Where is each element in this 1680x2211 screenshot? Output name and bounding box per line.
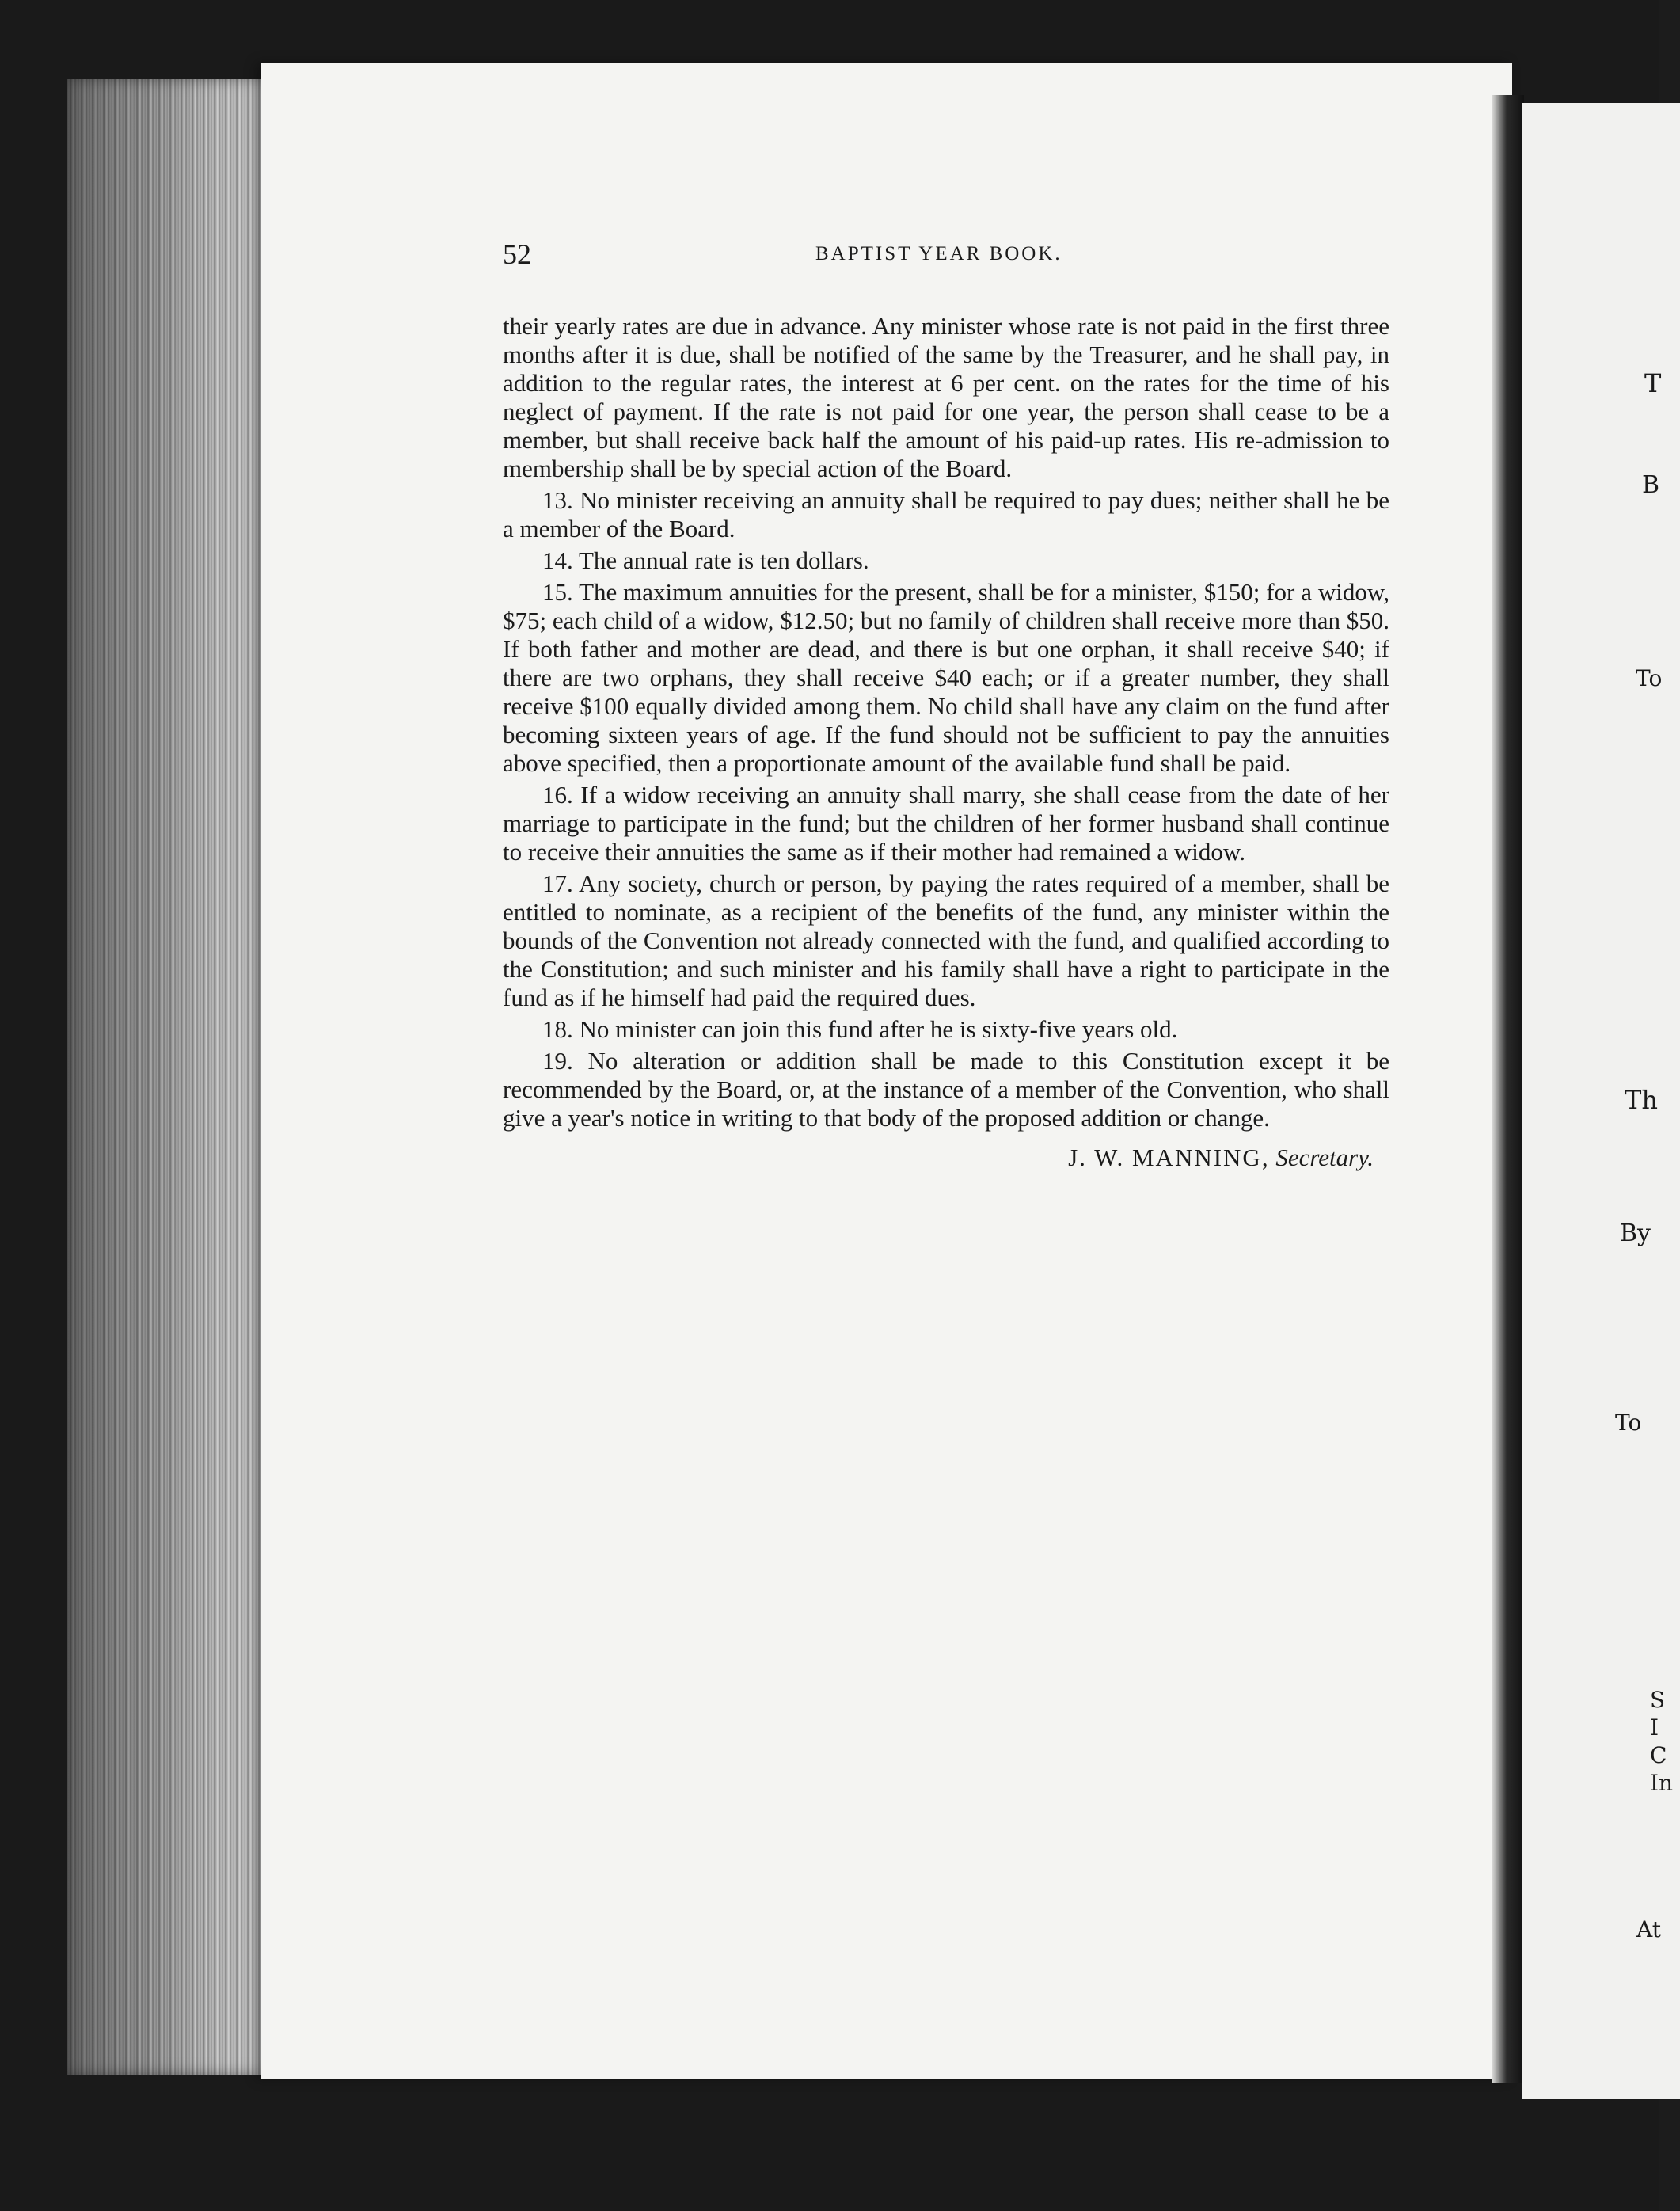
stacked-page-edges (67, 79, 289, 2075)
facing-fragment: S (1650, 1687, 1666, 1713)
paragraph-continuation: their yearly rates are due in advance. Any minister whose rate is not paid in the first three months after it is due, shall be notified of the same by the Treasurer, and he shall pay, in addition to the regular rates, the interest at 6 per cent. on the rates for the time of his neglect of payment. If the rate is not paid for one year, the person shall cease to be a member, but shall receive back half the amount of his paid-up rates. His re-admission to membership shall be by special action of the Board. (503, 312, 1389, 482)
facing-fragment: At (1636, 1916, 1661, 1943)
paragraph-14: 14. The annual rate is ten dollars. (542, 546, 869, 574)
facing-fragment: To (1615, 1410, 1642, 1436)
paragraph-15: 15. The maximum annuities for the present, shall be for a minister, $150; for a widow, $75; each child of a widow, $12.50; but no family of children shall receive more than $50. If both father and mother are dead, and there is but one orphan, it shall receive $40; if there are two orphans, they shall receive $40 each; or if a greater number, they shall receive $100 equally divided among them. No child shall have any claim on the fund after becoming sixteen years of age. If the fund should not be sufficient to pay the annuities above specified, then a proportionate amount of the available fund shall be paid. (503, 578, 1389, 777)
signature-line (503, 1142, 1389, 1174)
signature-role: Secretary. (1275, 1144, 1374, 1171)
signature-name: J. W. MANNING, (1068, 1144, 1270, 1171)
paragraph-17: 17. Any society, church or person, by paying the rates required of a member, shall be entitled to nominate, as a recipient of the benefits of the fund, any minister within the bounds of the Convention not already connected with the fund, and qualified according to the Constitution; and such minister and his family shall have a right to participate in the fund as if he himself had paid the required dues. (503, 870, 1389, 1011)
facing-page (1522, 103, 1680, 2099)
paragraph-18: 18. No minister can join this fund after he is sixty-five years old. (542, 1015, 1178, 1043)
page-text-block (503, 238, 1389, 1174)
facing-fragment: B (1642, 471, 1660, 499)
running-title: BAPTIST YEAR BOOK. (815, 243, 1062, 264)
page-gutter-shadow (1492, 95, 1524, 2083)
paragraph-13: 13. No minister receiving an annuity shall be required to pay dues; neither shall he be a member of the Board. (503, 486, 1389, 542)
running-head (503, 238, 1389, 276)
paragraph-19: 19. No alteration or addition shall be made to this Constitution except it be recommended by the Board, or, at the instance of a member of the Convention, who shall give a year's notice in writing to that body of the proposed addition or change. (503, 1047, 1389, 1132)
facing-fragment: T (1644, 368, 1662, 398)
page-number: 52 (503, 238, 531, 270)
facing-fragment: I (1650, 1714, 1659, 1741)
paragraph-16: 16. If a widow receiving an annuity shall marry, she shall cease from the date of her marriage to participate in the fund; but the children of her former husband shall continue to receive their annuities the same as if their mother had remained a widow. (503, 781, 1389, 866)
facing-fragment: In (1650, 1770, 1674, 1796)
facing-fragment: Th (1625, 1085, 1658, 1115)
facing-fragment: By (1620, 1220, 1651, 1247)
facing-fragment: C (1650, 1742, 1667, 1768)
facing-fragment: To (1636, 665, 1663, 691)
